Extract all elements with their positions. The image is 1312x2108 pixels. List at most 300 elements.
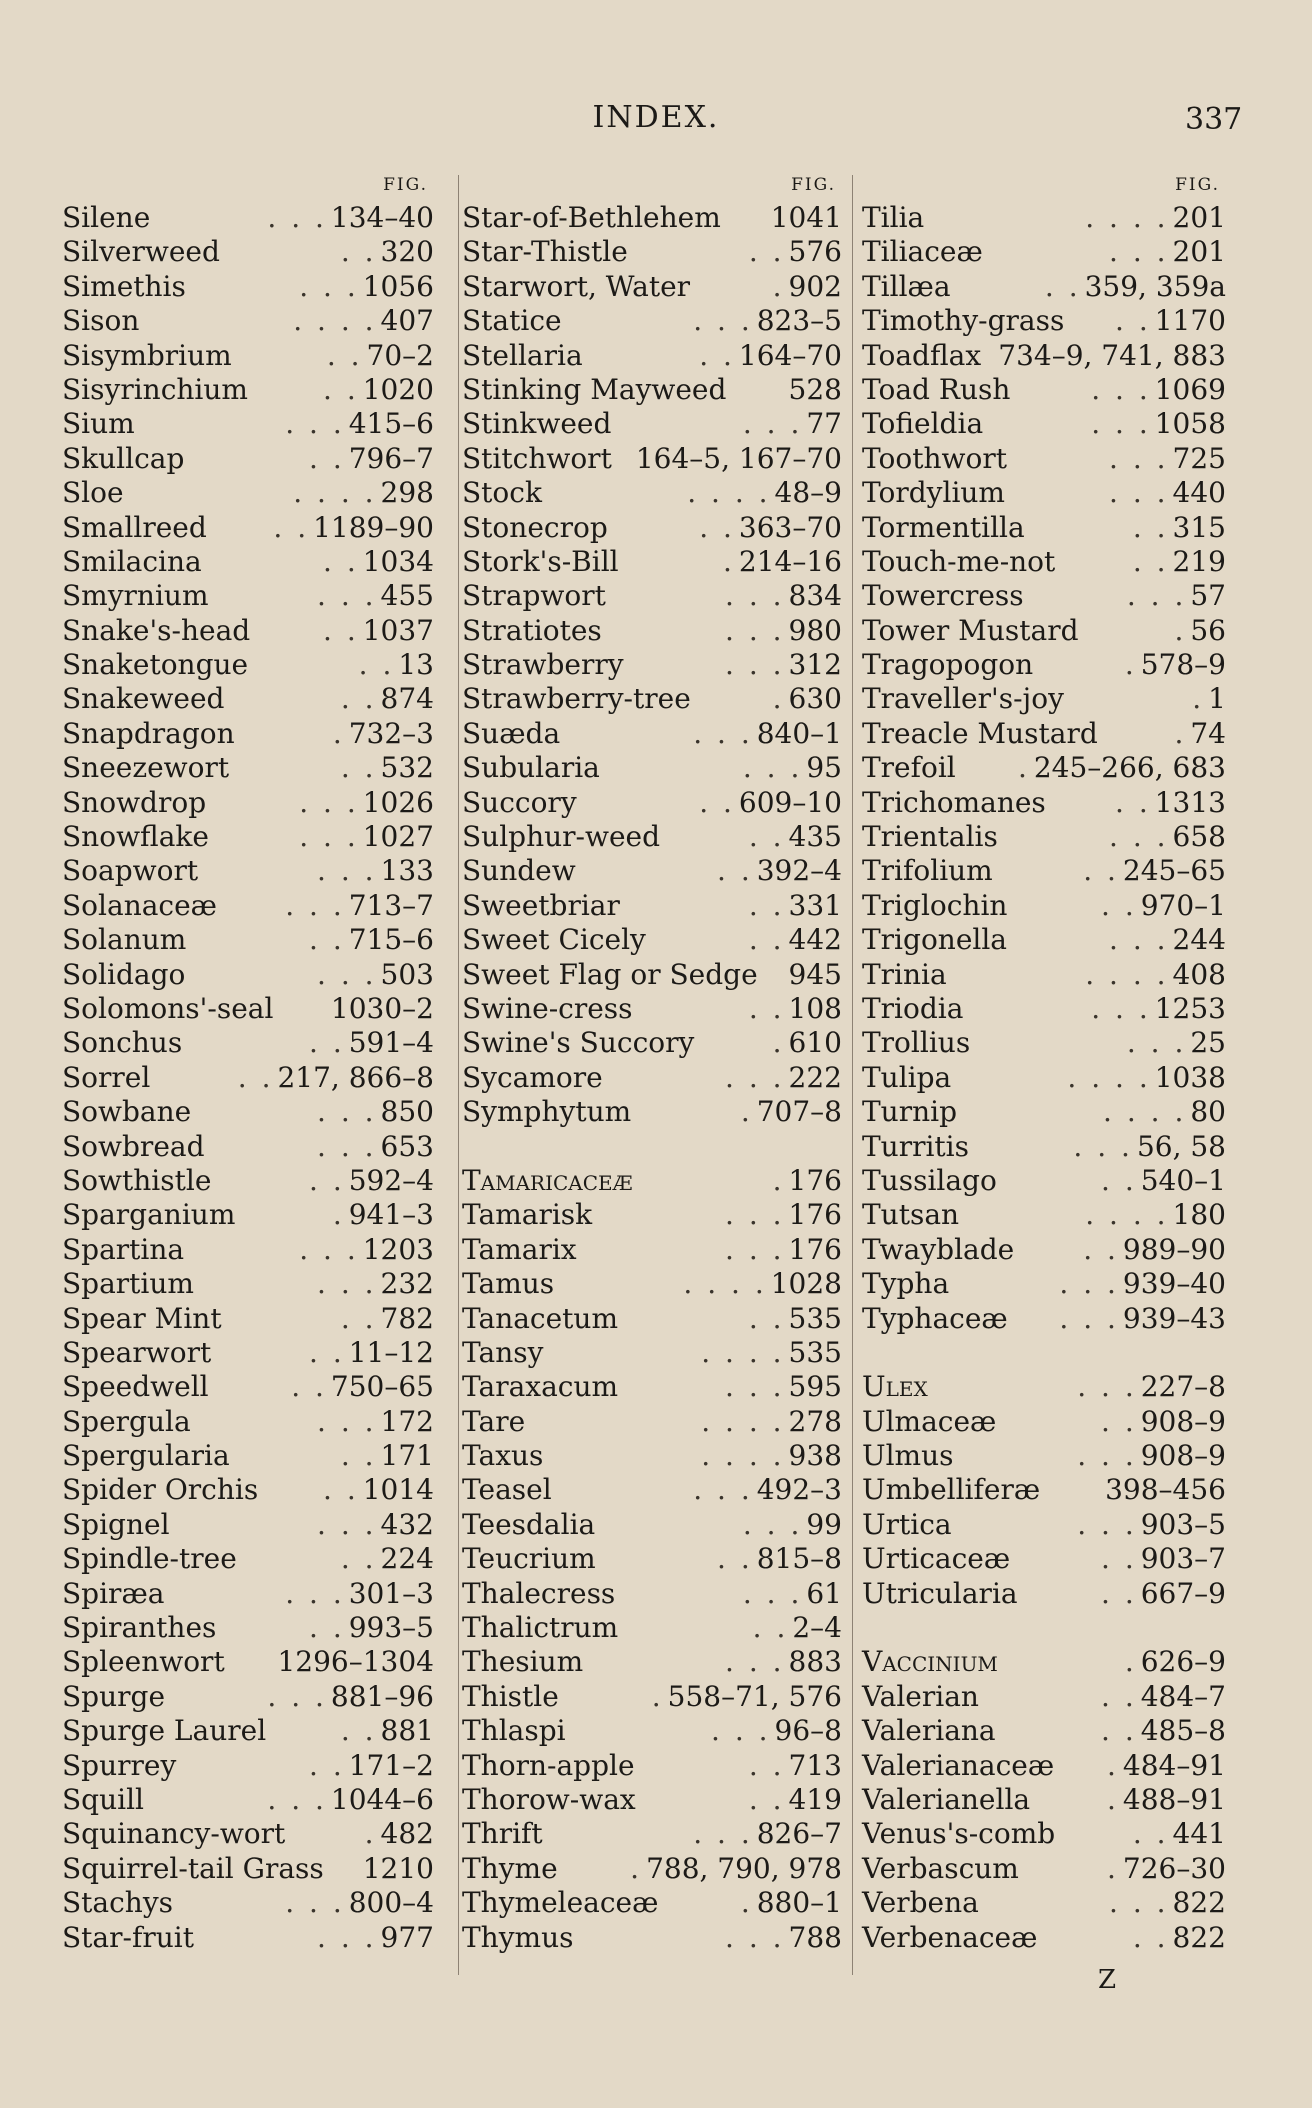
index-entry — [62, 201, 434, 235]
index-term: Spergularia — [62, 1439, 230, 1473]
figure-reference: 945 — [788, 957, 842, 991]
leader-dots: . — [723, 544, 735, 578]
figure-reference: 822 — [1172, 1920, 1226, 1954]
leader-dots: . . . — [285, 407, 345, 441]
leader-dots: . . — [273, 510, 310, 544]
figure-reference: 56 — [1190, 613, 1226, 647]
leader-dots: . . — [699, 338, 735, 372]
index-term: Touch-me-not — [862, 544, 1056, 578]
leader-dots: . — [332, 716, 345, 750]
index-entry — [862, 1026, 1226, 1060]
figure-reference: 1 — [1208, 682, 1226, 716]
index-entry — [62, 751, 434, 785]
leader-dots: . . — [748, 235, 785, 269]
index-term: Sweetbriar — [462, 888, 620, 922]
index-term: Utricularia — [862, 1576, 1018, 1610]
leader-dots: . . — [748, 888, 785, 922]
index-term: Spleenwort — [62, 1645, 225, 1679]
index-entry — [862, 270, 1226, 304]
figure-reference: 245–266, 683 — [1033, 751, 1226, 785]
index-entry — [862, 1645, 1226, 1679]
index-term: Teesdalia — [462, 1507, 596, 1541]
leader-dots: . . . — [317, 957, 377, 991]
section-gap — [462, 1130, 842, 1164]
leader-dots: . . — [1115, 785, 1151, 819]
figure-reference: 540–1 — [1140, 1163, 1226, 1197]
index-entry — [62, 992, 434, 1026]
leader-dots: . . . — [693, 1473, 753, 1507]
index-term: Silverweed — [62, 235, 220, 269]
figure-reference: 980 — [788, 613, 842, 647]
figure-reference: 1030–2 — [330, 991, 434, 1025]
index-term: Swine's Succory — [462, 1026, 695, 1060]
index-term: Tillæa — [862, 269, 951, 303]
index-entry — [862, 923, 1226, 957]
index-term: Thesium — [462, 1645, 584, 1679]
index-term: Sparganium — [62, 1198, 236, 1232]
leader-dots: . — [364, 1817, 377, 1851]
figure-reference: 331 — [788, 888, 842, 922]
figure-reference: 232 — [380, 1267, 434, 1301]
leader-dots: . — [332, 1198, 345, 1232]
index-term: Toothwort — [862, 441, 1007, 475]
leader-dots: . — [1192, 682, 1205, 716]
index-entry — [862, 1164, 1226, 1198]
index-entry — [862, 476, 1226, 510]
leader-dots: . . . — [299, 820, 359, 854]
index-entry — [862, 1405, 1226, 1439]
index-term: Trichomanes — [862, 785, 1046, 819]
index-term: Stonecrop — [462, 510, 608, 544]
index-term: Thalictrum — [462, 1611, 619, 1645]
figure-reference: 441 — [1172, 1817, 1226, 1851]
figure-reference: 528 — [788, 372, 842, 406]
index-entry — [462, 1886, 842, 1920]
index-entry — [462, 614, 842, 648]
leader-dots: . — [1124, 1645, 1137, 1679]
figure-reference: 298 — [380, 476, 434, 510]
index-entry — [862, 992, 1226, 1026]
figure-reference: 591–4 — [348, 1026, 434, 1060]
index-term: Taraxacum — [462, 1370, 619, 1404]
index-entry — [462, 1095, 842, 1129]
leader-dots: . . — [340, 1439, 377, 1473]
index-term: Snapdragon — [62, 716, 235, 750]
leader-dots: . . . . — [1067, 1060, 1151, 1094]
index-term: Vaccinium — [862, 1645, 998, 1679]
leader-dots: . — [1107, 1851, 1119, 1885]
figure-reference: 408 — [1172, 957, 1226, 991]
leader-dots: . . . — [725, 579, 785, 613]
index-entry — [62, 1921, 434, 1955]
figure-reference: 95 — [806, 751, 842, 785]
section-gap — [862, 1611, 1226, 1645]
leader-dots: . — [772, 1026, 785, 1060]
index-entry — [62, 339, 434, 373]
leader-dots: . . . — [317, 1507, 377, 1541]
leader-dots: . . . — [1109, 1886, 1169, 1920]
index-entry — [462, 304, 842, 338]
figure-reference: 1020 — [362, 372, 434, 406]
leader-dots: . — [1174, 716, 1187, 750]
index-entry — [862, 1198, 1226, 1232]
index-entry — [62, 579, 434, 613]
index-entry — [862, 1783, 1226, 1817]
index-term: Speedwell — [62, 1370, 209, 1404]
figure-reference: 440 — [1172, 476, 1226, 510]
figure-reference: 592–4 — [348, 1163, 434, 1197]
index-entry — [862, 339, 1226, 373]
index-term: Thymeleaceæ — [462, 1886, 659, 1920]
index-entry — [462, 1852, 842, 1886]
index-entry — [462, 820, 842, 854]
index-entry — [862, 1267, 1226, 1301]
index-entry — [862, 201, 1226, 235]
figure-reference: 532 — [380, 751, 434, 785]
index-entry — [862, 1061, 1226, 1095]
index-entry — [862, 1473, 1226, 1507]
index-entry — [62, 889, 434, 923]
index-term: Succory — [462, 785, 577, 819]
index-term: Strawberry-tree — [462, 682, 691, 716]
leader-dots: . — [1017, 751, 1030, 785]
index-term: Trollius — [862, 1026, 971, 1060]
figure-reference: 732–3 — [348, 716, 434, 750]
index-term: Tutsan — [862, 1198, 960, 1232]
leader-dots: . . — [699, 510, 735, 544]
figure-reference: 227–8 — [1140, 1370, 1226, 1404]
figure-reference: 214–16 — [738, 544, 842, 578]
index-entry — [862, 545, 1226, 579]
figure-reference: 1026 — [362, 785, 434, 819]
index-entry — [462, 1233, 842, 1267]
figure-reference: 2–4 — [792, 1611, 842, 1645]
leader-dots: . . . . — [701, 1335, 785, 1369]
figure-reference: 1044–6 — [330, 1782, 434, 1816]
index-term: Spear Mint — [62, 1301, 222, 1335]
figure-reference: 1027 — [362, 820, 434, 854]
running-head-title: INDEX. — [592, 100, 720, 135]
index-term: Sulphur-weed — [462, 820, 661, 854]
index-term: Venus's-comb — [862, 1817, 1056, 1851]
index-term: Spergula — [62, 1404, 191, 1438]
index-term: Trientalis — [862, 820, 998, 854]
figure-reference: 715–6 — [348, 923, 434, 957]
leader-dots: . . . — [711, 1714, 771, 1748]
figure-reference: 782 — [380, 1301, 434, 1335]
figure-reference: 134–40 — [330, 201, 434, 234]
figure-reference: 1203 — [362, 1232, 434, 1266]
figure-reference: 1041 — [770, 201, 842, 234]
index-term: Tansy — [462, 1335, 544, 1369]
index-term: Trifolium — [862, 854, 993, 888]
figure-reference: 312 — [788, 648, 842, 682]
figure-reference: 278 — [788, 1404, 842, 1438]
index-entry — [62, 1370, 434, 1404]
column-divider — [852, 175, 853, 1975]
leader-dots: . . — [340, 1714, 377, 1748]
index-entry — [62, 1473, 434, 1507]
leader-dots: . . — [309, 1748, 345, 1782]
figure-reference: 61 — [806, 1576, 842, 1610]
figure-reference: 108 — [788, 991, 842, 1025]
index-term: Sundew — [462, 854, 576, 888]
index-entry — [862, 682, 1226, 716]
index-entry — [62, 1577, 434, 1611]
index-term: Snowflake — [62, 820, 209, 854]
index-term: Tamaricaceæ — [462, 1163, 633, 1197]
index-entry — [62, 1749, 434, 1783]
index-term: Toadflax — [862, 338, 982, 372]
leader-dots: . . . . — [1085, 201, 1169, 234]
index-entry — [62, 1233, 434, 1267]
index-term: Stork's-Bill — [462, 544, 619, 578]
leader-dots: . . — [748, 1748, 785, 1782]
figure-reference: 74 — [1190, 716, 1226, 750]
index-entry — [862, 373, 1226, 407]
figure-reference: 1028 — [770, 1267, 842, 1301]
figure-reference: 713 — [788, 1748, 842, 1782]
figure-reference: 1170 — [1154, 304, 1226, 338]
figure-reference: 626–9 — [1140, 1645, 1226, 1679]
index-entry — [862, 1233, 1226, 1267]
index-entry — [62, 1817, 434, 1851]
leader-dots: . — [772, 269, 785, 303]
leader-dots: . . . — [1091, 372, 1151, 406]
figure-reference: 435 — [788, 820, 842, 854]
leader-dots: . . . — [1077, 1507, 1137, 1541]
index-term: Turnip — [862, 1095, 958, 1129]
index-term: Skullcap — [62, 441, 185, 475]
index-term: Verbenaceæ — [862, 1920, 1038, 1954]
leader-dots: . . . . — [701, 1439, 785, 1473]
figure-reference: 1034 — [362, 544, 434, 578]
index-entry — [862, 1130, 1226, 1164]
leader-dots: . . . — [693, 304, 753, 338]
leader-dots: . . . . — [701, 1404, 785, 1438]
leader-dots: . . . — [1059, 1301, 1119, 1335]
index-term: Swine-cress — [462, 991, 633, 1025]
figure-reference: 25 — [1190, 1026, 1226, 1060]
figure-reference: 70–2 — [366, 338, 434, 372]
index-term: Sisyrinchium — [62, 372, 248, 406]
index-column-1 — [62, 175, 434, 1955]
index-entry — [462, 1370, 842, 1404]
figure-reference: 989–90 — [1122, 1232, 1226, 1266]
figure-reference: 133 — [380, 854, 434, 888]
index-term: Stellaria — [462, 338, 583, 372]
index-term: Urticaceæ — [862, 1542, 1011, 1576]
index-term: Smallreed — [62, 510, 207, 544]
index-term: Valerianella — [862, 1782, 1031, 1816]
index-entry — [862, 1886, 1226, 1920]
index-term: Tulipa — [862, 1060, 952, 1094]
figure-reference: 455 — [380, 579, 434, 613]
figure-reference: 57 — [1190, 579, 1226, 613]
index-entry — [862, 786, 1226, 820]
index-entry — [462, 1164, 842, 1198]
leader-dots: . . — [748, 820, 785, 854]
index-entry — [62, 235, 434, 269]
figure-reference: 492–3 — [756, 1473, 842, 1507]
index-entry — [462, 201, 842, 235]
index-entry — [862, 1749, 1226, 1783]
index-entry — [462, 923, 842, 957]
index-term: Tragopogon — [862, 648, 1034, 682]
index-entry — [462, 1921, 842, 1955]
index-term: Thrift — [462, 1817, 543, 1851]
index-term: Thalecress — [462, 1576, 616, 1610]
index-entry — [62, 717, 434, 751]
leader-dots: . . . — [742, 407, 803, 441]
index-term: Smyrnium — [62, 579, 209, 613]
figure-reference: 977 — [380, 1920, 434, 1954]
figure-reference: 535 — [788, 1335, 842, 1369]
figure-reference: 13 — [398, 648, 434, 682]
figure-reference: 970–1 — [1140, 888, 1226, 922]
fig-column-label: FIG. — [383, 175, 428, 195]
leader-dots: . — [651, 1679, 664, 1713]
index-term: Triodia — [862, 991, 964, 1025]
index-entry — [862, 1680, 1226, 1714]
leader-dots: . — [1107, 1782, 1119, 1816]
index-term: Tofieldia — [862, 407, 984, 441]
index-entry — [62, 1611, 434, 1645]
index-entry — [462, 1508, 842, 1542]
leader-dots: . . — [340, 682, 377, 716]
leader-dots: . . . . — [687, 476, 771, 510]
index-term: Strawberry — [462, 648, 624, 682]
index-term: Stock — [462, 476, 542, 510]
section-gap — [862, 1336, 1226, 1370]
figure-reference: 96–8 — [774, 1714, 842, 1748]
index-term: Triglochin — [862, 888, 1008, 922]
figure-reference: 881–96 — [330, 1679, 434, 1713]
index-term: Sweet Cicely — [462, 923, 646, 957]
leader-dots: . . . — [317, 1404, 377, 1438]
index-term: Spurge Laurel — [62, 1714, 267, 1748]
leader-dots: . . . — [1126, 579, 1187, 613]
index-term: Sowbread — [62, 1129, 205, 1163]
index-entry — [62, 854, 434, 888]
figure-reference: 850 — [380, 1095, 434, 1129]
index-term: Snake's-head — [62, 613, 251, 647]
figure-reference: 301–3 — [348, 1576, 434, 1610]
leader-dots: . . . — [1109, 235, 1169, 269]
figure-reference: 171–2 — [348, 1748, 434, 1782]
leader-dots: . . . — [725, 1370, 785, 1404]
figure-reference: 822 — [1172, 1886, 1226, 1920]
leader-dots: . . . — [1109, 476, 1169, 510]
index-entry — [462, 1783, 842, 1817]
index-term: Sweet Flag or Sedge — [462, 957, 758, 991]
index-term: Starwort, Water — [462, 269, 691, 303]
index-term: Strapwort — [462, 579, 606, 613]
index-term: Ulex — [862, 1370, 928, 1404]
figure-reference: 903–5 — [1140, 1507, 1226, 1541]
leader-dots: . . . . — [293, 304, 377, 338]
index-term: Smilacina — [62, 544, 202, 578]
index-entry — [62, 1783, 434, 1817]
index-entry — [62, 1852, 434, 1886]
leader-dots: . . . — [267, 1679, 327, 1713]
figure-reference: 1038 — [1154, 1060, 1226, 1094]
index-entry — [862, 1542, 1226, 1576]
index-entry — [62, 1645, 434, 1679]
leader-dots: . . . — [317, 854, 377, 888]
figure-reference: 938 — [788, 1439, 842, 1473]
leader-dots: . . . — [693, 1817, 753, 1851]
index-term: Sonchus — [62, 1026, 183, 1060]
index-term: Sowbane — [62, 1095, 192, 1129]
index-entry — [62, 270, 434, 304]
index-term: Sowthistle — [62, 1163, 212, 1197]
index-term: Turritis — [862, 1129, 970, 1163]
leader-dots: . . . — [725, 613, 785, 647]
figure-reference: 219 — [1172, 544, 1226, 578]
index-entry — [862, 958, 1226, 992]
figure-reference: 419 — [788, 1782, 842, 1816]
index-term: Umbelliferæ — [862, 1473, 1041, 1507]
leader-dots: . . . — [725, 1198, 785, 1232]
index-term: Typhaceæ — [862, 1301, 1008, 1335]
figure-reference: 880–1 — [756, 1886, 842, 1920]
figure-reference: 653 — [380, 1129, 434, 1163]
index-entry — [462, 1026, 842, 1060]
leader-dots: . . — [1132, 510, 1169, 544]
leader-dots: . . — [309, 1163, 345, 1197]
leader-dots: . . . — [725, 1920, 785, 1954]
figure-reference: 359, 359a — [1084, 269, 1226, 303]
index-term: Traveller's-joy — [862, 682, 1064, 716]
index-term: Sisymbrium — [62, 338, 232, 372]
figure-reference: 902 — [788, 269, 842, 303]
index-term: Stitchwort — [462, 441, 612, 475]
leader-dots: . . — [1101, 1714, 1137, 1748]
figure-reference: 11–12 — [348, 1335, 434, 1369]
index-entry — [862, 820, 1226, 854]
leader-dots: . . . . — [1103, 1095, 1187, 1129]
index-term: Tordylium — [862, 476, 1005, 510]
figure-reference: 392–4 — [756, 854, 842, 888]
index-entry — [62, 1026, 434, 1060]
leader-dots: . . . . — [293, 476, 377, 510]
leader-dots: . . . — [1059, 1267, 1119, 1301]
index-term: Stratiotes — [462, 613, 602, 647]
figure-reference: 442 — [788, 923, 842, 957]
index-entry — [62, 1439, 434, 1473]
leader-dots: . . . — [285, 888, 345, 922]
figure-reference: 398–456 — [1105, 1473, 1226, 1507]
figure-reference: 201 — [1172, 201, 1226, 234]
index-term: Snaketongue — [62, 648, 249, 682]
index-entry — [462, 373, 842, 407]
index-entry — [862, 1714, 1226, 1748]
index-entry — [862, 1508, 1226, 1542]
figure-reference: 56, 58 — [1136, 1129, 1226, 1163]
index-term: Sison — [62, 304, 140, 338]
leader-dots: . . — [326, 338, 363, 372]
leader-dots: . . — [340, 235, 377, 269]
leader-dots: . . — [309, 1335, 345, 1369]
figure-reference: 171 — [380, 1439, 434, 1473]
index-term: Suæda — [462, 716, 561, 750]
index-entry — [862, 1095, 1226, 1129]
index-entry — [462, 1061, 842, 1095]
index-entry — [62, 1405, 434, 1439]
index-term: Timothy-grass — [862, 304, 1065, 338]
index-entry — [862, 751, 1226, 785]
